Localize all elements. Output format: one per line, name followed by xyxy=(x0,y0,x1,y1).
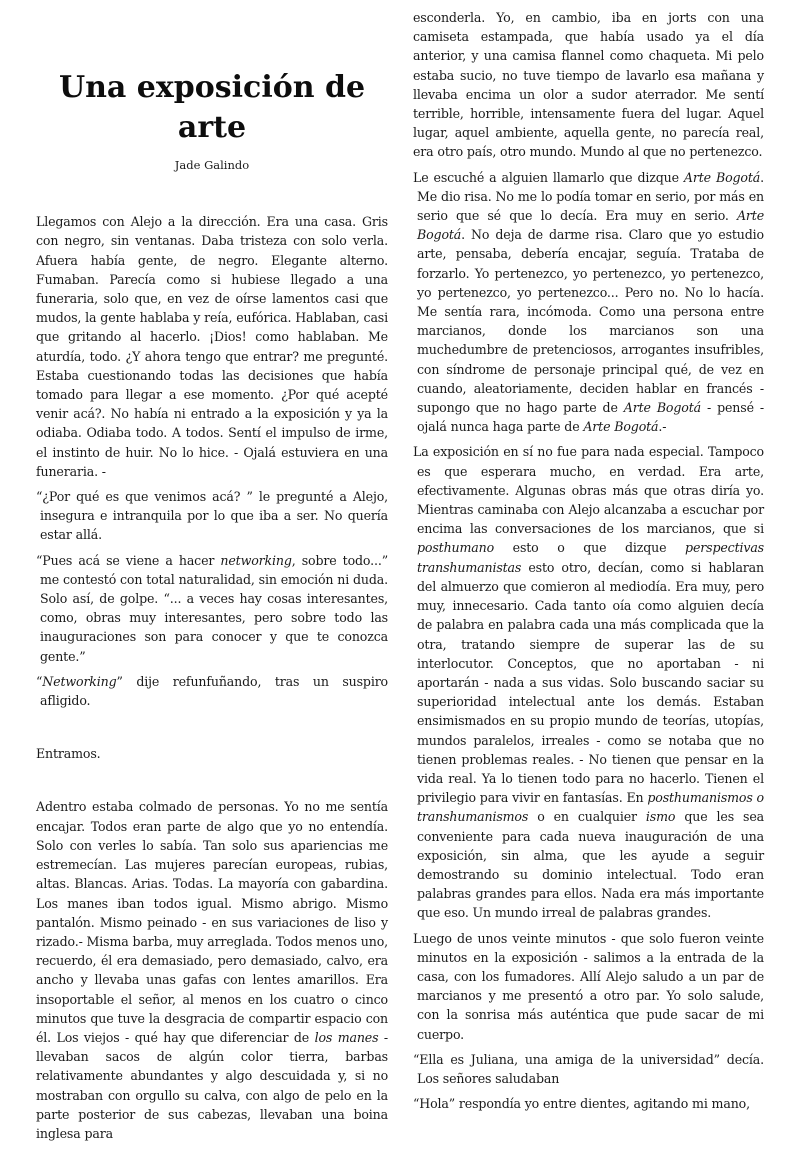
paragraph-arrival: Llegamos con Alejo a la dirección. Era una casa. Gris con negro, sin ventanas. Daba tristeza con solo verla. Afuera había gente, de negro. Elegante alterno. Fumaban. Parecía como si hubiese llegado a una funeraria, solo que, en vez de oírse lamentos casi que mudos, la gente hablaba y reía, eufórica. Hablaban, casi que gritando al hacerlo. ¡Dios! como hablaban. Me aturdía, todo. ¿Y ahora tengo que entrar? me pregunté. Estaba cuestionando todas las decisiones que había tomado para llegar a ese momento. ¿Por qué acepté venir acá?. No había ni entrado a la exposición y ya la odiaba. Odiaba todo. A todos. Sentí el impulso de irme, el instinto de huir. No lo hice. - Ojalá estuviera en una funeraria. - xyxy=(36,214,388,479)
paragraph-hola: “Hola” respondía yo entre dientes, agitando mi mano, xyxy=(413,1096,750,1112)
article-title: Una exposición de arte xyxy=(58,70,366,145)
paragraph-networking-sigh: “Networking” dije refunfuñando, tras un suspiro afligido. xyxy=(36,673,388,709)
paragraph-leaving: Luego de unos veinte minutos - que solo fueron veinte minutos en la exposición - salimos a la entrada de la casa, con los fumadores. Allí Alejo saludo a un par de marcianos y me presentó a otro par. Yo solo salude, con la sonrisa más auténtica que pude sacar de mi cuerpo. xyxy=(413,930,764,1042)
paragraph-juliana: “Ella es Juliana, una amiga de la universidad” decía. Los señores saludaban xyxy=(413,1051,764,1086)
emphasis-networking: networking xyxy=(220,552,292,568)
paragraph-inside: Adentro estaba colmado de personas. Yo no me sentía encajar. Todos eran parte de algo que yo no entendía. Solo con verles lo sabía. Tan solo sus apariencias me estremecían. Las mujeres parecían europeas, rubias, altas. Blancas. Arias. Todas. La mayoría con gabardina. Los manes iban todos igual. Mismo abrigo. Mismo pantalón. Mismo peinado - en sus variaciones de liso y rizado.- Misma barba, muy arreglada. Todos menos uno, recuerdo, él era demasiado, pero demasiado, calvo, era ancho y llevaba unas gafas con lentes amarillos. Era insoportable el señor, al menos en los cuatro o cinco minutos que tuve la desgracia de compartir espacio con él. Los viejos - qué hay que diferenciar de los manes - llevaban sacos de algún color tierra, barbas relativamente abundantes y algo descuidada y, si no mostraban con orgullo su calva, con algo de pelo en la parte posterior de sus cabezas, llevaban una boina inglesa para xyxy=(36,799,388,1141)
left-column xyxy=(36,0,388,1149)
paragraph-appearance: esconderla. Yo, en cambio, iba en jorts con una camiseta estampada, que había usado ya el día anterior, y una camisa flannel como chaqueta. Mi pelo estaba sucio, no tuve tiempo de lavarlo esa mañana y llevaba encima un olor a sudor aterrador. Me sentí terrible, horrible, intensamente fuera del lugar. Aquel lugar, aquel ambiente, aquella gente, no parecía real, era otro país, otro mundo. Mundo al que no pertenezco. xyxy=(413,10,764,160)
emphasis-los-manes: los manes xyxy=(314,1029,379,1045)
paragraph-arte-bogota: Le escuché a alguien llamarlo que dizque Arte Bogotá. Me dio risa. No me lo podía tomar en serio, por más en serio que sé que lo decía. Era muy en serio. Arte Bogotá. No deja de darme risa. Claro que yo estudio arte, pensaba, debería encajar, seguía. Trataba de forzarlo. Yo pertenezco, yo pertenezco, yo pertenezco, yo pertenezco, yo pertenezco... Pero no. No lo hacía. Me sentía rara, incómoda. Como una persona entre marcianos, donde los marcianos son una muchedumbre de pretenciosos, arrogantes insufribles, con síndrome de personaje principal qué, de vez en cuando, aleatoriamente, deciden hablar en francés - supongo que no hago parte de Arte Bogotá - pensé - ojalá nunca haga parte de Arte Bogotá.- xyxy=(413,169,764,435)
emphasis-networking: Networking xyxy=(42,673,117,689)
paragraph-question: “¿Por qué es que venimos acá? ” le pregunté a Alejo, insegura e intranquila por lo que iba a ser. No quería estar allá. xyxy=(36,489,388,543)
article-author: Jade Galindo xyxy=(174,158,250,172)
paragraph-entramos: Entramos. xyxy=(36,746,101,762)
right-column xyxy=(413,8,764,1119)
paragraph-exposition: La exposición en sí no fue para nada especial. Tampoco es que esperara mucho, en verdad. Era arte, efectivamente. Algunas obras más que otras diría yo. Mientras caminaba con Alejo alcanzaba a escuchar por encima las conversaciones de los marcianos, que si posthumano esto o que dizque perspectivas transhumanistas esto otro, decían, como si hablaran del almuerzo que comieron al mediodía. Era muy, pero muy, innecesario. Cada tanto oía como alguien decía de palabra en palabra cada una más complicada que la otra, tratando siempre de superar las de su interlocutor. Conceptos, que no aportaban - ni aportarán - nada a sus vidas. Solo buscando saciar su superioridad intelectual ante los demás. Estaban ensimismados en su propio mundo de teorías, utopías, mundos paralelos, irreales - como se notaba que no tienen problemas reales. - No tienen que pensar en la vida real. Ya lo tienen todo para no hacerlo. Tienen el privilegio para vivir en fantasías. En posthumanismos o transhumanismos o en cualquier ismo que les sea conveniente para cada nueva inauguración de una exposición, sin alma, que les ayude a seguir demostrando su dominio intelectual. Todo eran palabras grandes para ellos. Nada era más importante que eso. Un mundo irreal de palabras grandes. xyxy=(413,444,764,921)
paragraph-networking-reply: “Pues acá se viene a hacer networking, sobre todo...” me contestó con total naturalidad, sin emoción ni duda. Solo así, de golpe. “... a veces hay cosas interesantes, como, obras muy interesantes, pero sobre todo las inauguraciones son para conocer y que te conozca gente.” xyxy=(36,552,388,664)
